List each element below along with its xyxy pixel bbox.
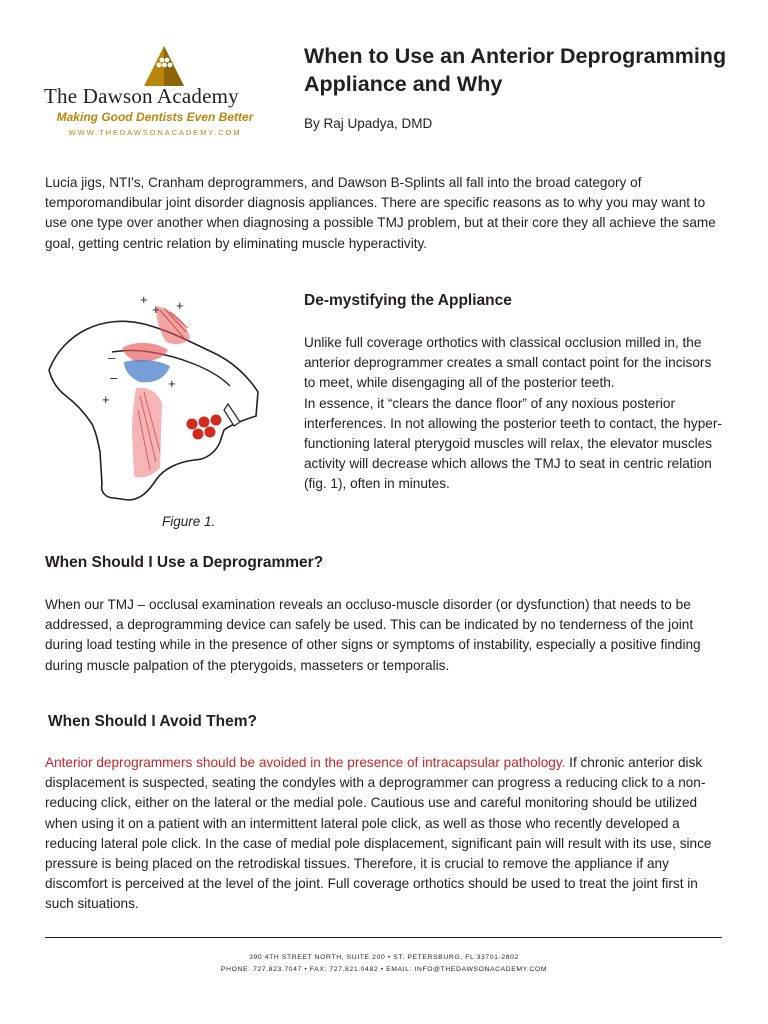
svg-text:+: + xyxy=(140,292,148,307)
svg-text:–: – xyxy=(110,370,118,385)
incisors xyxy=(224,404,240,426)
masseter-muscle xyxy=(132,388,162,478)
when-paragraph: When our TMJ – occlusal examination reveals an occluso-muscle disorder (or dysfunction) that needs to be addressed, a deprogramming device can safely be used. This can be indicated by no tenderness of the joint during load testing while in the presence of other signs or symptoms of instability, especially a positive finding during muscle palpation of the pterygoids, masseters or temporalis. xyxy=(45,597,701,673)
demystify-paragraph xyxy=(304,333,724,495)
demystify-heading: De-mystifying the Appliance xyxy=(304,292,512,309)
posterior-tooth xyxy=(199,417,210,428)
footer-divider xyxy=(45,937,722,938)
svg-text:+: + xyxy=(176,298,184,313)
pyramid-logo-icon xyxy=(142,44,186,88)
svg-text:+: + xyxy=(102,392,110,407)
avoid-body: If chronic anterior disk displacement is suspected, seating the condyles with a deprogrammer can progress a reducing click to a non-reducing click, either on the lateral or the medial pole. Cautious use and careful monitoring should be utilized when using it on a patient with an intermittent lateral pole click, as well as those who recently developed a reducing lateral pole click. In the case of medial pole displacement, significant pain will result with its use, since pressure is being placed on the retrodiskal tissues. Therefore, it is crucial to remove the appliance if any discomfort is perceived at the level of the joint. Full coverage orthotics should be used to treat the joint first in such situations. xyxy=(45,755,712,912)
article-title: When to Use an Anterior Deprogramming Appliance and Why xyxy=(304,44,727,96)
svg-text:+: + xyxy=(168,376,176,391)
demystify-sentence-2: In essence, it “clears the dance floor” of any noxious posterior interferences. In not allowing the posterior teeth to contact, the hyper-functioning lateral pterygoid muscles will relax, the elevator muscles activity will decrease which allows the TMJ to seat in centric relation (fig. 1), often in minutes. xyxy=(304,395,722,492)
article-byline: By Raj Upadya, DMD xyxy=(304,116,433,131)
when-heading: When Should I Use a Deprogrammer? xyxy=(45,554,324,571)
lateral-pterygoid-muscle xyxy=(122,343,168,362)
demystify-sentence-1: Unlike full coverage orthotics with classical occlusion milled in, the anterior deprogrammer creates a small contact point for the incisors to meet, while disengaging all of the posterior teeth. xyxy=(304,335,712,391)
posterior-tooth xyxy=(205,427,216,438)
logo-name: The Dawson Academy xyxy=(44,84,239,108)
footer-contact: PHONE: 727.823.7047 • FAX: 727.821.0482 • EMAIL: INFO@THEDAWSONACADEMY.COM xyxy=(220,966,548,973)
jaw-muscle-figure xyxy=(44,292,294,506)
medial-pterygoid-muscle xyxy=(124,360,170,382)
intro-paragraph: Lucia jigs, NTI's, Cranham deprogrammers, and Dawson B-Splints all fall into the broad category of temporomandibular joint disorder diagnosis appliances. There are specific reasons as to why you may want to use one type over another when diagnosing a possible TMJ problem, but at their core they all achieve the same goal, getting centric relation by eliminating muscle hyperactivity. xyxy=(45,175,716,251)
svg-text:+: + xyxy=(152,302,160,317)
academy-logo xyxy=(44,44,266,140)
logo-url[interactable]: WWW.THEDAWSONACADEMY.COM xyxy=(68,128,242,137)
svg-text:–: – xyxy=(108,350,116,365)
avoid-warning: Anterior deprogrammers should be avoided in the presence of intracapsular pathology. xyxy=(45,755,566,770)
avoid-paragraph xyxy=(45,753,725,915)
posterior-tooth xyxy=(193,429,204,440)
logo-tagline: Making Good Dentists Even Better xyxy=(56,110,254,124)
footer-address: 390 4TH STREET NORTH, SUITE 200 • ST. PETERSBURG, FL 33701-2802 xyxy=(249,954,519,961)
figure-caption: Figure 1. xyxy=(162,514,216,529)
avoid-heading: When Should I Avoid Them? xyxy=(48,713,257,730)
posterior-tooth xyxy=(187,419,198,430)
posterior-tooth xyxy=(211,415,222,426)
